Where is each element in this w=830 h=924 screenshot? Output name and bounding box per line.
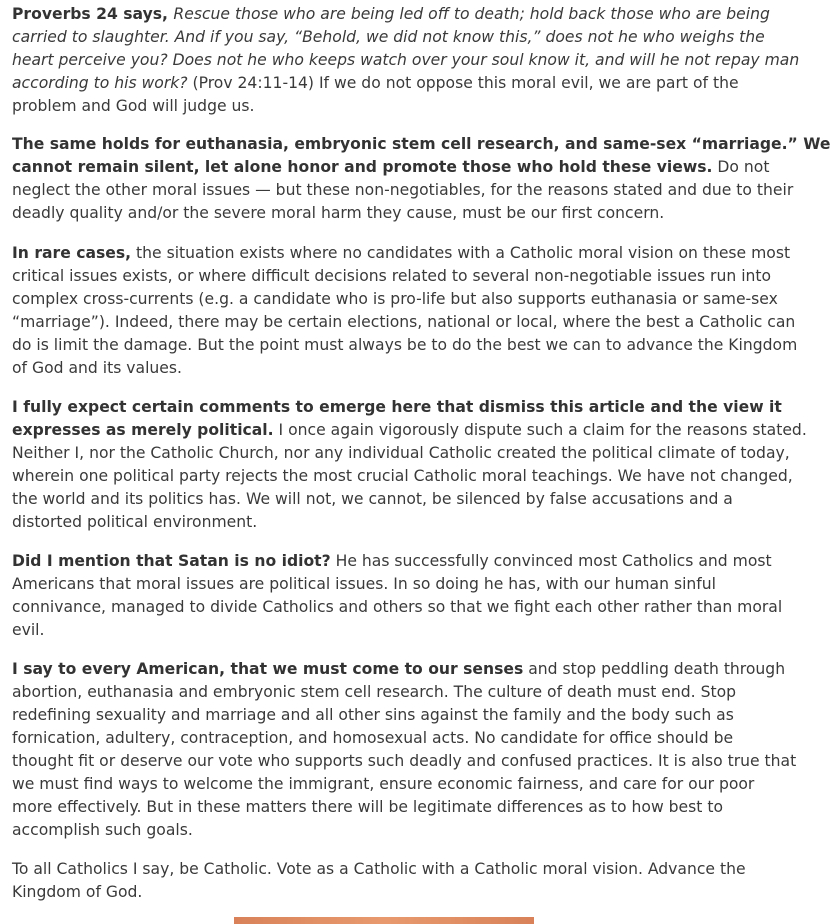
body-text: Americans that moral issues are political issues. In so doing he has, with our human sinful [12, 575, 716, 593]
bold-lead-text: The same holds for euthanasia, embryonic stem cell research, and same-sex “marriage.” We [12, 135, 830, 153]
text-line [12, 26, 765, 49]
body-text: connivance, managed to divide Catholics and others so that we fight each other rather than moral [12, 598, 783, 616]
text-line [12, 156, 770, 179]
body-text: complex cross-currents (e.g. a candidate who is pro-life but also supports euthanasia or same-sex [12, 290, 778, 308]
article-image-top-edge [234, 917, 534, 924]
paragraph-rare-cases [12, 242, 798, 380]
body-text: wherein one political party rejects the most crucial Catholic moral teachings. We have not changed, [12, 467, 793, 485]
bold-lead-text: Proverbs 24 says, [12, 5, 174, 23]
text-line [12, 773, 755, 796]
text-line [12, 750, 797, 773]
body-text: fornication, adultery, contraception, and homosexual acts. No candidate for office should be [12, 729, 734, 747]
scripture-quote-text: heart perceive you? Does not he who keeps watch over your soul know it, and will he not repay man [12, 51, 800, 69]
text-line [12, 796, 752, 819]
text-line [12, 596, 783, 619]
text-line [12, 658, 786, 681]
text-line [12, 419, 807, 442]
text-line [12, 681, 752, 704]
scripture-quote-text: carried to slaughter. And if you say, “Behold, we did not know this,” does not he who weighs the [12, 28, 765, 46]
text-line [12, 819, 752, 842]
body-text: neglect the other moral issues — but these non-negotiables, for the reasons stated and due to their [12, 181, 794, 199]
body-text: thought fit or deserve our vote who supports such deadly and confused practices. It is also true that [12, 752, 797, 770]
scripture-quote-text: according to his work? [12, 74, 188, 92]
body-text: the world and its politics has. We will not, we cannot, be silenced by false accusations and a [12, 490, 733, 508]
paragraph-euthanasia [12, 133, 830, 225]
paragraph-proverbs-quote [12, 3, 800, 118]
text-line [12, 550, 772, 573]
body-text: Neither I, nor the Catholic Church, nor any individual Catholic created the political climate of today, [12, 444, 790, 462]
text-line [12, 858, 752, 881]
text-line [12, 619, 752, 642]
text-line [12, 488, 752, 511]
bold-lead-text: In rare cases, [12, 244, 132, 262]
bold-lead-text: expresses as merely political. [12, 421, 274, 439]
text-line [12, 357, 752, 380]
body-text: do is limit the damage. But the point must always be to do the best we can to advance the Kingdom [12, 336, 798, 354]
body-text: (Prov 24:11-14) If we do not oppose this moral evil, we are part of the [187, 74, 739, 92]
body-text: He has successfully convinced most Catholics and most [330, 552, 772, 570]
text-line [12, 334, 798, 357]
body-text: abortion, euthanasia and embryonic stem cell research. The culture of death must end. Stop [12, 683, 737, 701]
paragraph-political-claims [12, 396, 807, 534]
body-text: deadly quality and/or the severe moral harm they cause, must be our first concern. [12, 204, 665, 222]
paragraph-closing [12, 858, 752, 904]
body-text: evil. [12, 621, 45, 639]
body-text: problem and God will judge us. [12, 97, 255, 115]
body-text: Kingdom of God. [12, 883, 143, 901]
body-text: Do not [712, 158, 770, 176]
text-line [12, 573, 752, 596]
text-line [12, 704, 752, 727]
paragraph-every-american [12, 658, 797, 842]
text-line [12, 95, 752, 118]
bold-lead-text: Did I mention that Satan is no idiot? [12, 552, 331, 570]
scripture-quote-text: Rescue those who are being led off to death; hold back those who are being [173, 5, 770, 23]
text-line [12, 179, 794, 202]
text-line [12, 311, 796, 334]
text-line [12, 511, 752, 534]
body-text: redefining sexuality and marriage and all other sins against the family and the body such as [12, 706, 734, 724]
body-text: and stop peddling death through [523, 660, 786, 678]
text-line [12, 881, 752, 904]
body-text: of God and its values. [12, 359, 182, 377]
bold-lead-text: I say to every American, that we must come to our senses [12, 660, 524, 678]
body-text: more effectively. But in these matters there will be legitimate differences as to how best to [12, 798, 723, 816]
text-line [12, 465, 793, 488]
body-text: we must find ways to welcome the immigrant, ensure economic fairness, and care for our poor [12, 775, 755, 793]
body-text: the situation exists where no candidates with a Catholic moral vision on these most [131, 244, 791, 262]
bold-lead-text: cannot remain silent, let alone honor and promote those who hold these views. [12, 158, 713, 176]
body-text: critical issues exists, or where difficult decisions related to several non-negotiable issues run into [12, 267, 772, 285]
body-text: “marriage”). Indeed, there may be certain elections, national or local, where the best a Catholic can [12, 313, 796, 331]
text-line [12, 442, 790, 465]
text-line [12, 72, 752, 95]
text-line [12, 242, 791, 265]
text-line [12, 133, 830, 156]
body-text: distorted political environment. [12, 513, 258, 531]
body-text: To all Catholics I say, be Catholic. Vote as a Catholic with a Catholic moral vision. Advance the [12, 860, 746, 878]
text-line [12, 3, 770, 26]
text-line [12, 727, 752, 750]
text-line [12, 288, 778, 311]
body-text: accomplish such goals. [12, 821, 193, 839]
text-line [12, 202, 752, 225]
text-line [12, 265, 772, 288]
text-line [12, 49, 800, 72]
body-text: I once again vigorously dispute such a claim for the reasons stated. [273, 421, 807, 439]
bold-lead-text: I fully expect certain comments to emerge here that dismiss this article and the view it [12, 398, 782, 416]
paragraph-satan [12, 550, 783, 642]
text-line [12, 396, 782, 419]
